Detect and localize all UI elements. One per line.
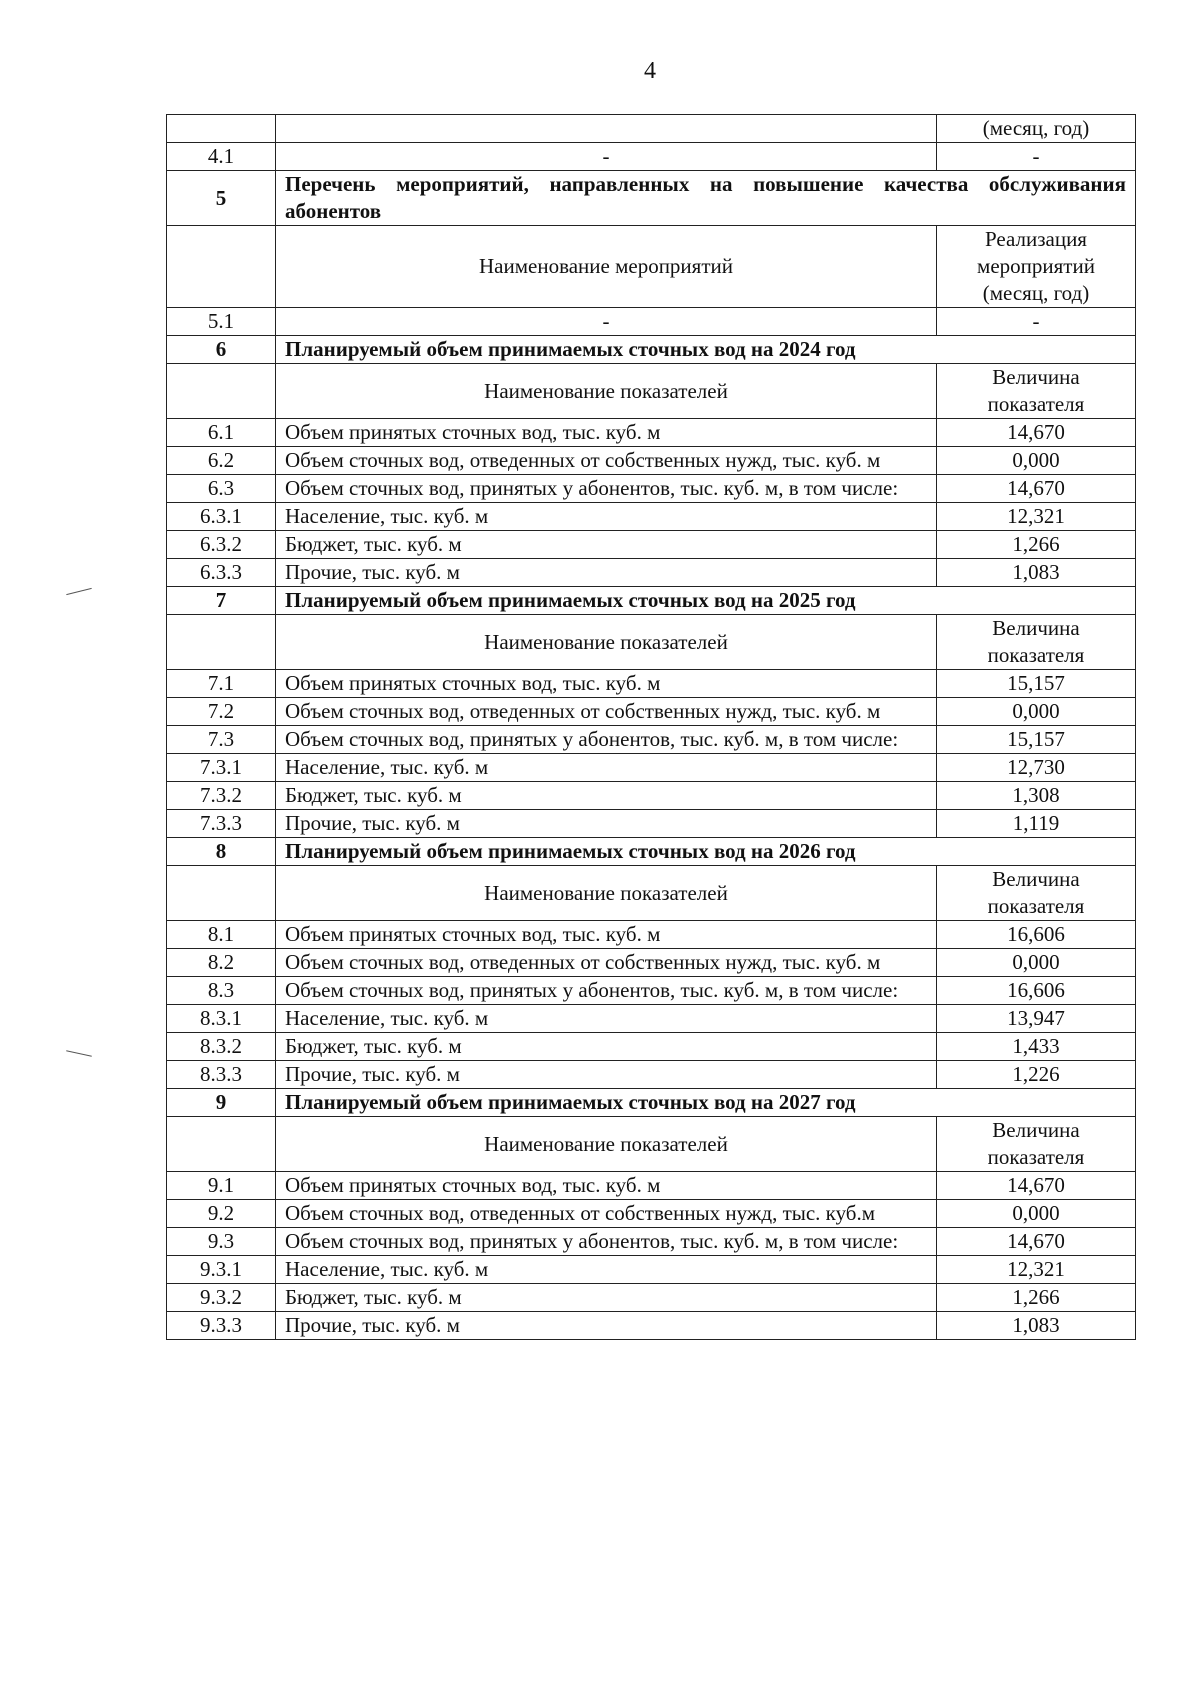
row-value: 0,000 <box>937 698 1136 726</box>
table-row <box>167 559 1136 587</box>
column-header-line: мероприятий <box>977 254 1095 278</box>
scan-margin-mark <box>66 588 91 595</box>
row-number: 9.3.2 <box>167 1284 276 1312</box>
section-number: 5 <box>167 171 276 226</box>
row-name: Бюджет, тыс. куб. м <box>276 1033 937 1061</box>
row-value: 12,321 <box>937 503 1136 531</box>
row-value: - <box>937 143 1136 171</box>
row-number: 6.1 <box>167 419 276 447</box>
row-number: 7.3.2 <box>167 782 276 810</box>
column-header-line: Величина <box>992 1118 1080 1142</box>
table-row <box>167 1284 1136 1312</box>
row-number: 4.1 <box>167 143 276 171</box>
table-row <box>167 782 1136 810</box>
indicators-table <box>166 114 1136 1340</box>
row-value: 1,226 <box>937 1061 1136 1089</box>
table-row <box>167 1061 1136 1089</box>
row-number: 7.1 <box>167 670 276 698</box>
scan-margin-mark <box>66 1050 92 1056</box>
row-number: 6.3 <box>167 475 276 503</box>
row-value: 14,670 <box>937 1228 1136 1256</box>
table-row <box>167 754 1136 782</box>
row-name: Объем сточных вод, отведенных от собственных нужд, тыс. куб. м <box>276 447 937 475</box>
cell-num <box>167 226 276 308</box>
row-name: Прочие, тыс. куб. м <box>276 559 937 587</box>
section-number: 6 <box>167 336 276 364</box>
row-number: 9.1 <box>167 1172 276 1200</box>
row-name: Объем сточных вод, отведенных от собственных нужд, тыс. куб. м <box>276 698 937 726</box>
row-number: 9.2 <box>167 1200 276 1228</box>
column-header-line: Величина <box>992 616 1080 640</box>
row-value: 1,266 <box>937 531 1136 559</box>
row-name: Объем сточных вод, принятых у абонентов, тыс. куб. м, в том числе: <box>276 1228 937 1256</box>
row-number: 5.1 <box>167 308 276 336</box>
table-row <box>167 670 1136 698</box>
table-row <box>167 810 1136 838</box>
row-name: Объем сточных вод, отведенных от собственных нужд, тыс. куб.м <box>276 1200 937 1228</box>
row-number: 8.1 <box>167 921 276 949</box>
column-header-row <box>167 866 1136 921</box>
table-row <box>167 1312 1136 1340</box>
column-header-value: (месяц, год) <box>937 115 1136 143</box>
row-value: 1,308 <box>937 782 1136 810</box>
row-value: 1,266 <box>937 1284 1136 1312</box>
table-row <box>167 921 1136 949</box>
row-number: 7.2 <box>167 698 276 726</box>
row-name: Объем принятых сточных вод, тыс. куб. м <box>276 419 937 447</box>
table-row <box>167 1256 1136 1284</box>
column-header-line: (месяц, год) <box>982 281 1090 305</box>
row-number: 6.2 <box>167 447 276 475</box>
row-number: 8.3.3 <box>167 1061 276 1089</box>
row-number: 7.3 <box>167 726 276 754</box>
table-row <box>167 1005 1136 1033</box>
table-row <box>167 143 1136 171</box>
cell-name <box>276 115 937 143</box>
column-header-line: показателя <box>987 894 1085 918</box>
table-row <box>167 447 1136 475</box>
row-name: Объем сточных вод, принятых у абонентов, тыс. куб. м, в том числе: <box>276 977 937 1005</box>
row-number: 7.3.3 <box>167 810 276 838</box>
row-name: Население, тыс. куб. м <box>276 1256 937 1284</box>
page-number: 4 <box>644 58 656 84</box>
row-name: Бюджет, тыс. куб. м <box>276 1284 937 1312</box>
row-number: 9.3 <box>167 1228 276 1256</box>
cell-num <box>167 615 276 670</box>
row-value: - <box>937 308 1136 336</box>
row-value: 12,730 <box>937 754 1136 782</box>
row-name: - <box>276 308 937 336</box>
column-header-line: показателя <box>987 392 1085 416</box>
row-value: 16,606 <box>937 921 1136 949</box>
section-header-row <box>167 171 1136 226</box>
column-header-value <box>937 866 1136 921</box>
row-number: 8.3 <box>167 977 276 1005</box>
column-header-value <box>937 1117 1136 1172</box>
section-header-row <box>167 587 1136 615</box>
row-name: Объем принятых сточных вод, тыс. куб. м <box>276 670 937 698</box>
row-value: 15,157 <box>937 726 1136 754</box>
row-value: 16,606 <box>937 977 1136 1005</box>
row-number: 8.3.2 <box>167 1033 276 1061</box>
row-number: 7.3.1 <box>167 754 276 782</box>
column-header-line: Величина <box>992 365 1080 389</box>
row-name: Объем принятых сточных вод, тыс. куб. м <box>276 921 937 949</box>
table-row <box>167 977 1136 1005</box>
section-title: Планируемый объем принимаемых сточных вод на 2025 год <box>276 587 1136 615</box>
row-name: Прочие, тыс. куб. м <box>276 810 937 838</box>
table-row <box>167 698 1136 726</box>
row-value: 1,119 <box>937 810 1136 838</box>
row-name: Объем сточных вод, отведенных от собственных нужд, тыс. куб. м <box>276 949 937 977</box>
row-number: 6.3.3 <box>167 559 276 587</box>
row-name: Население, тыс. куб. м <box>276 503 937 531</box>
table-row <box>167 1200 1136 1228</box>
cell-num <box>167 1117 276 1172</box>
column-header-line: Реализация <box>985 227 1087 251</box>
column-header-row <box>167 226 1136 308</box>
column-header-line: показателя <box>987 643 1085 667</box>
section-header-row <box>167 336 1136 364</box>
section-number: 9 <box>167 1089 276 1117</box>
row-value: 1,083 <box>937 1312 1136 1340</box>
row-number: 9.3.1 <box>167 1256 276 1284</box>
table-row <box>167 308 1136 336</box>
row-value: 1,083 <box>937 559 1136 587</box>
section-header-row <box>167 1089 1136 1117</box>
column-header-row <box>167 1117 1136 1172</box>
table-row <box>167 1033 1136 1061</box>
section-title: Планируемый объем принимаемых сточных вод на 2024 год <box>276 336 1136 364</box>
row-name: Бюджет, тыс. куб. м <box>276 531 937 559</box>
section-number: 8 <box>167 838 276 866</box>
row-name: Прочие, тыс. куб. м <box>276 1312 937 1340</box>
column-header-name: Наименование показателей <box>276 615 937 670</box>
row-value: 0,000 <box>937 949 1136 977</box>
row-name: - <box>276 143 937 171</box>
column-header-name: Наименование показателей <box>276 364 937 419</box>
row-value: 14,670 <box>937 419 1136 447</box>
row-value: 1,433 <box>937 1033 1136 1061</box>
section-title: Планируемый объем принимаемых сточных вод на 2027 год <box>276 1089 1136 1117</box>
table-row <box>167 419 1136 447</box>
section-header-row <box>167 838 1136 866</box>
row-number: 8.3.1 <box>167 1005 276 1033</box>
column-header-value <box>937 226 1136 308</box>
row-number: 6.3.1 <box>167 503 276 531</box>
cell-num <box>167 115 276 143</box>
column-header-row <box>167 615 1136 670</box>
row-number: 9.3.3 <box>167 1312 276 1340</box>
row-value: 12,321 <box>937 1256 1136 1284</box>
row-number: 6.3.2 <box>167 531 276 559</box>
table-row <box>167 475 1136 503</box>
indicators-table-body <box>167 115 1136 1340</box>
table-row <box>167 503 1136 531</box>
column-header-line: показателя <box>987 1145 1085 1169</box>
row-value: 0,000 <box>937 1200 1136 1228</box>
column-header-value <box>937 364 1136 419</box>
table-row <box>167 726 1136 754</box>
table-row <box>167 531 1136 559</box>
cell-num <box>167 866 276 921</box>
row-name: Объем сточных вод, принятых у абонентов, тыс. куб. м, в том числе: <box>276 726 937 754</box>
row-name: Бюджет, тыс. куб. м <box>276 782 937 810</box>
row-name: Объем принятых сточных вод, тыс. куб. м <box>276 1172 937 1200</box>
table-row <box>167 949 1136 977</box>
column-header-name: Наименование показателей <box>276 866 937 921</box>
row-value: 0,000 <box>937 447 1136 475</box>
section-number: 7 <box>167 587 276 615</box>
table-row <box>167 1228 1136 1256</box>
table-row <box>167 1172 1136 1200</box>
row-name: Прочие, тыс. куб. м <box>276 1061 937 1089</box>
row-number: 8.2 <box>167 949 276 977</box>
column-header-row <box>167 364 1136 419</box>
row-name: Население, тыс. куб. м <box>276 754 937 782</box>
row-name: Объем сточных вод, принятых у абонентов, тыс. куб. м, в том числе: <box>276 475 937 503</box>
row-value: 15,157 <box>937 670 1136 698</box>
column-header-line: Величина <box>992 867 1080 891</box>
section-title: Планируемый объем принимаемых сточных вод на 2026 год <box>276 838 1136 866</box>
table-row-continuation <box>167 115 1136 143</box>
column-header-value <box>937 615 1136 670</box>
row-value: 13,947 <box>937 1005 1136 1033</box>
column-header-name: Наименование показателей <box>276 1117 937 1172</box>
row-value: 14,670 <box>937 1172 1136 1200</box>
column-header-name: Наименование мероприятий <box>276 226 937 308</box>
row-name: Население, тыс. куб. м <box>276 1005 937 1033</box>
section-title: Перечень мероприятий, направленных на повышение качества обслуживания абонентов <box>276 171 1136 226</box>
row-value: 14,670 <box>937 475 1136 503</box>
cell-num <box>167 364 276 419</box>
